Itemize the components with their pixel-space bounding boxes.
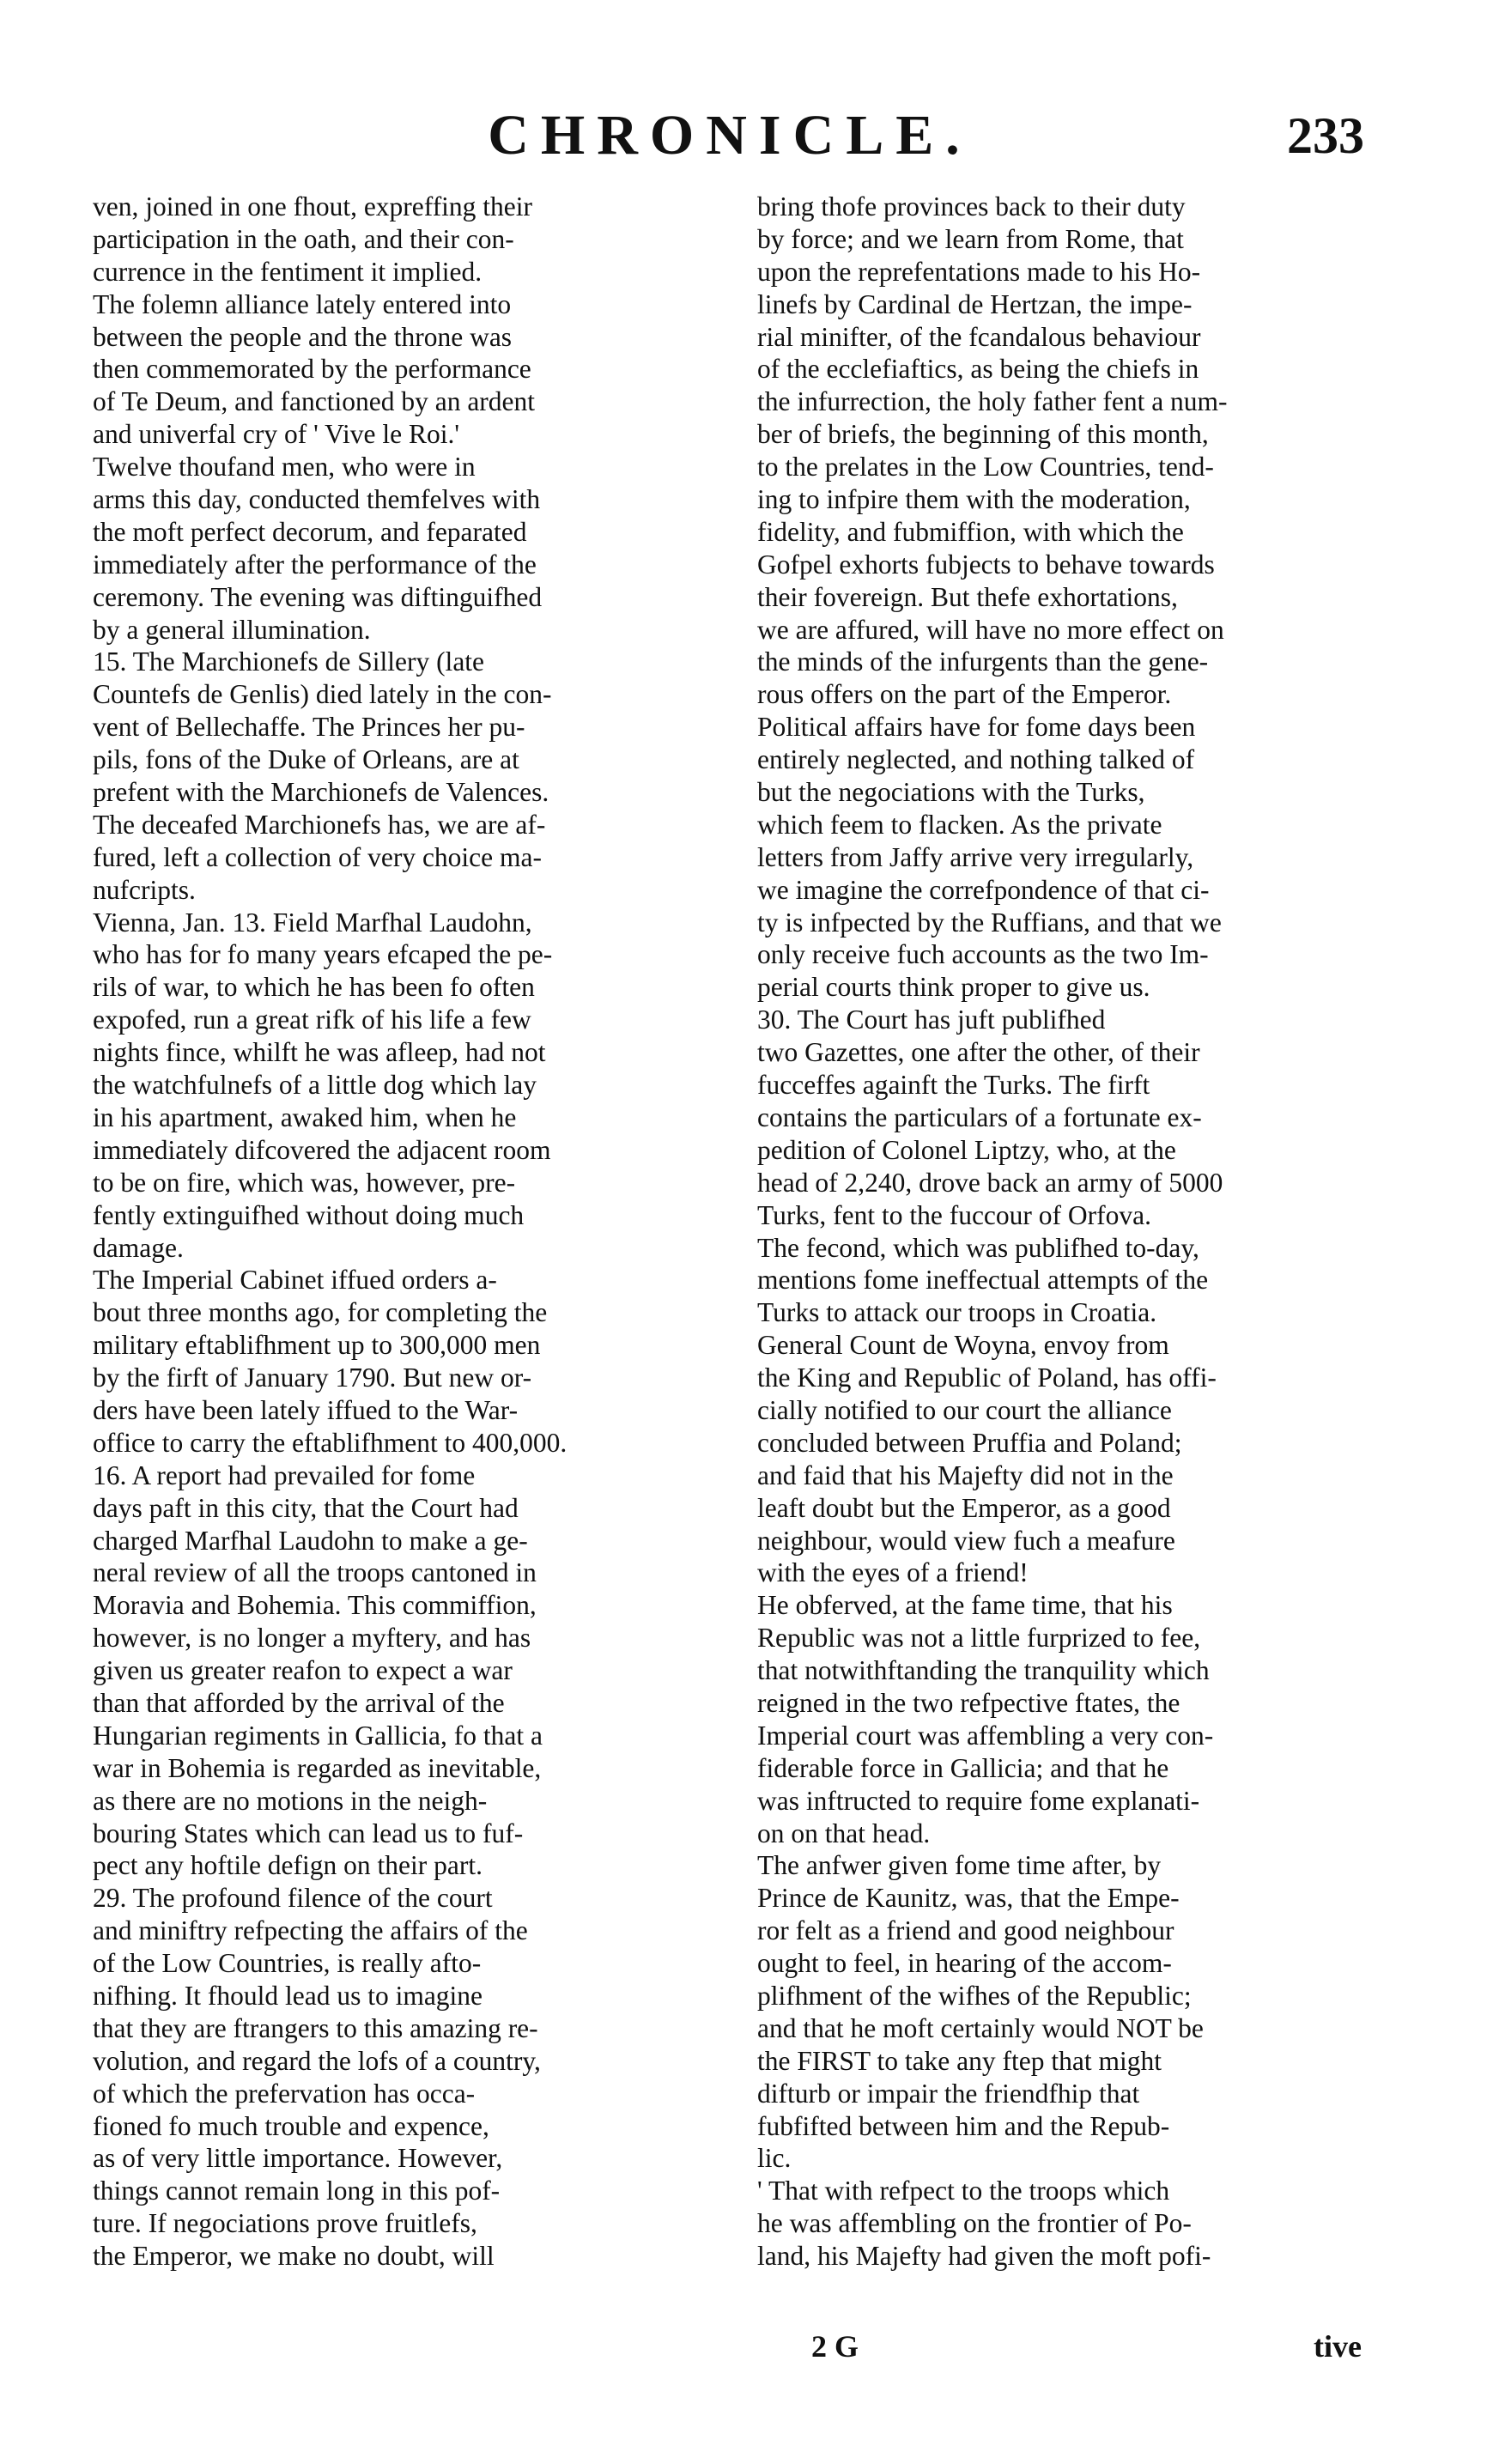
text-line: leaft doubt but the Emperor, as a good xyxy=(757,1492,1171,1523)
text-line: The anfwer given fome time after, by xyxy=(757,1850,1162,1881)
text-line: only receive fuch accounts as the two Im- xyxy=(757,939,1209,970)
text-line: Turks, fent to the fuccour of Orfova. xyxy=(757,1199,1151,1230)
text-line: with the eyes of a friend! xyxy=(757,1557,1029,1588)
text-line: rial minifter, of the fcandalous behaviour xyxy=(757,321,1201,352)
signature-mark: 2 G xyxy=(811,2329,859,2364)
text-line: which feem to flacken. As the private xyxy=(757,809,1162,840)
text-line: fucceffes againft the Turks. The firft xyxy=(757,1070,1150,1101)
text-line: Republic was not a little furprized to fee, xyxy=(757,1623,1201,1654)
text-line: the minds of the infurgents than the gene- xyxy=(757,646,1209,677)
text-line: fubfifted between him and the Repub- xyxy=(757,2110,1170,2141)
text-line: ven, joined in one fhout, expreffing their xyxy=(93,191,533,222)
text-line: was inftructed to require fome explanati- xyxy=(757,1785,1200,1816)
text-line: by the firft of January 1790. But new or- xyxy=(93,1362,532,1393)
text-line: of the Low Countries, is really afto- xyxy=(93,1948,482,1979)
text-line: fioned fo much trouble and expence, xyxy=(93,2110,489,2141)
text-line: we imagine the correfpondence of that ci- xyxy=(757,874,1210,905)
text-line: the Emperor, we make no doubt, will xyxy=(93,2241,495,2272)
text-line: and that he moft certainly would NOT be xyxy=(757,2012,1204,2043)
text-line: nights fince, whilft he was afleep, had not xyxy=(93,1037,546,1068)
text-line: 29. The profound filence of the court xyxy=(93,1883,493,1914)
text-line: that notwithftanding the tranquility which xyxy=(757,1655,1210,1686)
text-line: that they are ftrangers to this amazing re- xyxy=(93,2012,538,2043)
text-line: the King and Republic of Poland, has offi- xyxy=(757,1362,1217,1393)
text-line: currence in the fentiment it implied. xyxy=(93,256,482,287)
text-line: however, is no longer a myftery, and has xyxy=(93,1623,531,1654)
text-line: Countefs de Genlis) died lately in the con- xyxy=(93,679,552,710)
text-line: damage. xyxy=(93,1232,184,1263)
running-title: CHRONICLE. xyxy=(488,104,972,167)
text-line: fured, left a collection of very choice ma- xyxy=(93,841,542,872)
text-line: military eftablifhment up to 300,000 men xyxy=(93,1330,541,1361)
text-line: office to carry the eftablifhment to 400,000. xyxy=(93,1427,567,1458)
text-line: letters from Jaffy arrive very irregularly, xyxy=(757,841,1194,872)
text-line: neighbour, would view fuch a meafure xyxy=(757,1525,1175,1556)
text-line: The Imperial Cabinet iffued orders a- xyxy=(93,1265,497,1296)
text-line: the FIRST to take any ftep that might xyxy=(757,2045,1162,2076)
text-line: ders have been lately iffued to the War- xyxy=(93,1394,519,1425)
text-line: 30. The Court has juft publifhed xyxy=(757,1004,1106,1035)
text-line: The deceafed Marchionefs has, we are af- xyxy=(93,809,546,840)
text-line: ty is infpected by the Ruffians, and that we xyxy=(757,907,1222,938)
text-line: immediately after the performance of the xyxy=(93,549,537,580)
text-line: difturb or impair the friendfhip that xyxy=(757,2078,1140,2109)
text-line: cially notified to our court the alliance xyxy=(757,1394,1172,1425)
text-line: Imperial court was affembling a very con- xyxy=(757,1720,1214,1751)
text-line: rils of war, to which he has been fo often xyxy=(93,972,535,1003)
text-line: Moravia and Bohemia. This commiffion, xyxy=(93,1590,537,1621)
text-line: charged Marfhal Laudohn to make a ge- xyxy=(93,1525,528,1556)
text-line: days paft in this city, that the Court had xyxy=(93,1492,519,1523)
text-line: Turks to attack our troops in Croatia. xyxy=(757,1297,1157,1328)
text-line: then commemorated by the performance xyxy=(93,354,531,385)
text-line: as there are no motions in the neigh- xyxy=(93,1785,488,1816)
text-line: given us greater reafon to expect a war xyxy=(93,1655,513,1686)
text-line: lic. xyxy=(757,2143,792,2174)
text-line: ing to infpire them with the moderation, xyxy=(757,484,1191,515)
text-line: head of 2,240, drove back an army of 5000 xyxy=(757,1167,1223,1198)
text-line: on on that head. xyxy=(757,1818,931,1848)
text-line: plifhment of the wifhes of the Republic; xyxy=(757,1980,1192,2011)
text-line: rous offers on the part of the Emperor. xyxy=(757,679,1172,710)
text-line: Political affairs have for fome days been xyxy=(757,712,1196,743)
text-line: expofed, run a great rifk of his life a few xyxy=(93,1004,531,1035)
text-line: and miniftry refpecting the affairs of the xyxy=(93,1915,528,1946)
text-line: pils, fons of the Duke of Orleans, are at xyxy=(93,744,519,775)
text-line: of which the prefervation has occa- xyxy=(93,2078,476,2109)
text-line: ' That with refpect to the troops which xyxy=(757,2176,1170,2206)
text-line: 15. The Marchionefs de Sillery (late xyxy=(93,646,485,677)
text-line: The folemn alliance lately entered into xyxy=(93,288,512,319)
text-line: and faid that his Majefty did not in the xyxy=(757,1460,1174,1490)
text-line: Hungarian regiments in Gallicia, fo that a xyxy=(93,1720,543,1751)
page-number: 233 xyxy=(1287,107,1364,164)
text-line: The fecond, which was publifhed to-day, xyxy=(757,1232,1199,1263)
text-line: Vienna, Jan. 13. Field Marfhal Laudohn, xyxy=(93,907,532,938)
text-line: of the ecclefiaftics, as being the chiefs in xyxy=(757,354,1199,385)
right-column xyxy=(757,191,1384,2273)
text-line: perial courts think proper to give us. xyxy=(757,972,1150,1003)
text-line: 16. A report had prevailed for fome xyxy=(93,1460,476,1490)
text-line: nifhing. It fhould lead us to imagine xyxy=(93,1980,483,2011)
text-line: concluded between Pruffia and Poland; xyxy=(757,1427,1182,1458)
text-line: to be on fire, which was, however, pre- xyxy=(93,1167,516,1198)
text-line: participation in the oath, and their con- xyxy=(93,223,514,254)
text-line: who has for fo many years efcaped the pe- xyxy=(93,939,553,970)
text-line: as of very little importance. However, xyxy=(93,2143,503,2174)
text-line: he was affembling on the frontier of Po- xyxy=(757,2208,1192,2239)
text-line: contains the particulars of a fortunate ex- xyxy=(757,1102,1202,1132)
text-line: General Count de Woyna, envoy from xyxy=(757,1330,1169,1361)
text-line: bout three months ago, for completing the xyxy=(93,1297,548,1328)
catchword: tive xyxy=(1314,2329,1362,2364)
text-line: neral review of all the troops cantoned in xyxy=(93,1557,537,1588)
text-line: immediately difcovered the adjacent room xyxy=(93,1134,551,1165)
text-line: Gofpel exhorts fubjects to behave towards xyxy=(757,549,1215,580)
text-line: entirely neglected, and nothing talked of xyxy=(757,744,1195,775)
text-line: two Gazettes, one after the other, of their xyxy=(757,1037,1200,1068)
text-line: ceremony. The evening was diftinguifhed xyxy=(93,581,543,612)
text-line: volution, and regard the lofs of a country, xyxy=(93,2045,541,2076)
text-line: the watchfulnefs of a little dog which lay xyxy=(93,1070,537,1101)
text-line: reigned in the two refpective ftates, the xyxy=(757,1687,1180,1718)
text-line: of Te Deum, and fanctioned by an ardent xyxy=(93,386,536,417)
text-line: than that afforded by the arrival of the xyxy=(93,1687,505,1718)
text-line: ought to feel, in hearing of the accom- xyxy=(757,1948,1172,1979)
text-line: upon the reprefentations made to his Ho- xyxy=(757,256,1201,287)
text-line: fidelity, and fubmiffion, with which the xyxy=(757,516,1184,547)
text-line: Twelve thoufand men, who were in xyxy=(93,452,476,482)
left-column xyxy=(93,191,719,2273)
text-line: fiderable force in Gallicia; and that he xyxy=(757,1752,1169,1783)
text-line: linefs by Cardinal de Hertzan, the impe- xyxy=(757,288,1193,319)
text-line: mentions fome ineffectual attempts of the xyxy=(757,1265,1209,1296)
text-line: their fovereign. But thefe exhortations, xyxy=(757,581,1178,612)
text-line: nufcripts. xyxy=(93,874,196,905)
text-line: in his apartment, awaked him, when he xyxy=(93,1102,517,1132)
text-line: bouring States which can lead us to fuf- xyxy=(93,1818,524,1848)
text-line: vent of Bellechaffe. The Princes her pu- xyxy=(93,712,525,743)
text-line: by a general illumination. xyxy=(93,614,371,645)
text-line: bring thofe provinces back to their duty xyxy=(757,191,1186,222)
text-line: and univerfal cry of ' Vive le Roi.' xyxy=(93,419,460,450)
text-line: the infurrection, the holy father fent a num- xyxy=(757,386,1228,417)
text-line: to the prelates in the Low Countries, tend- xyxy=(757,452,1214,482)
text-line: ture. If negociations prove fruitlefs, xyxy=(93,2208,477,2239)
text-line: we are affured, will have no more effect on xyxy=(757,614,1224,645)
text-line: prefent with the Marchionefs de Valences. xyxy=(93,777,549,808)
text-line: war in Bohemia is regarded as inevitable, xyxy=(93,1752,542,1783)
text-line: arms this day, conducted themfelves with xyxy=(93,484,541,515)
text-line: the moft perfect decorum, and feparated xyxy=(93,516,527,547)
text-line: He obferved, at the fame time, that his xyxy=(757,1590,1173,1621)
text-line: ror felt as a friend and good neighbour xyxy=(757,1915,1174,1946)
text-line: pedition of Colonel Liptzy, who, at the xyxy=(757,1134,1176,1165)
text-line: but the negociations with the Turks, xyxy=(757,777,1145,808)
text-line: Prince de Kaunitz, was, that the Empe- xyxy=(757,1883,1180,1914)
text-line: pect any hoftile defign on their part. xyxy=(93,1850,482,1881)
text-line: fently extinguifhed without doing much xyxy=(93,1199,525,1230)
text-line: things cannot remain long in this pof- xyxy=(93,2176,501,2206)
text-line: ber of briefs, the beginning of this month, xyxy=(757,419,1209,450)
text-line: between the people and the throne was xyxy=(93,321,513,352)
text-line: by force; and we learn from Rome, that xyxy=(757,223,1184,254)
page-header xyxy=(0,101,1493,170)
text-line: land, his Majefty had given the moft pofi- xyxy=(757,2241,1211,2272)
